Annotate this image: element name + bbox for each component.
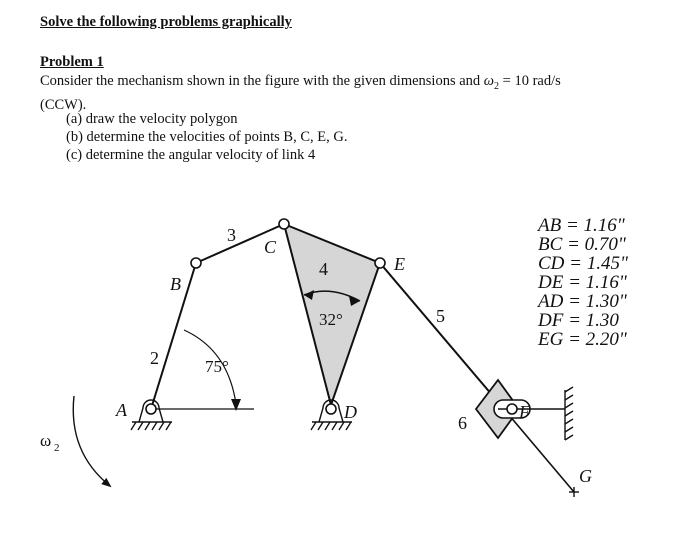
statement-value: = 10 rad/s [499,73,561,89]
label-c: C [264,237,277,257]
label-angle-32: 32° [319,310,343,329]
part-a: (a) draw the velocity polygon [66,111,238,127]
dim-df: DF = 1.30 [538,310,619,331]
label-link-2: 2 [150,348,159,368]
label-g: G [579,466,592,486]
page-title: Solve the following problems graphically [40,14,292,30]
label-e: E [394,254,405,274]
label-omega-sub: 2 [54,442,60,454]
label-link-5: 5 [436,306,445,326]
dim-de: DE = 1.16" [538,272,627,293]
pin-c [279,219,289,229]
omega-arc-arrow [73,396,110,486]
label-link-3: 3 [227,225,236,245]
label-link-4: 4 [319,259,328,279]
dim-eg: EG = 2.20" [538,329,627,350]
statement-line2: (CCW). [40,96,87,113]
label-a: A [116,400,127,420]
pin-b [191,258,201,268]
dim-cd: CD = 1.45" [538,253,628,274]
part-b: (b) determine the velocities of points B, C, E, G. [66,129,348,145]
label-b: B [170,274,181,294]
statement-text: Consider the mechanism shown in the figure with the given dimensions and [40,73,484,89]
pin-f [507,404,517,414]
label-angle-75: 75° [205,357,229,376]
pin-e [375,258,385,268]
omega-symbol: ω [483,73,495,89]
label-link-6: 6 [458,413,467,433]
pin-d [326,404,336,414]
dim-ab: AB = 1.16" [538,215,625,236]
label-omega: ω [40,431,52,450]
pin-a [146,404,156,414]
dimension-list [538,216,628,349]
label-d: D [344,402,357,422]
omega-subscript: 2 [494,80,500,92]
label-f: F [519,402,530,422]
part-c: (c) determine the angular velocity of link 4 [66,147,316,163]
problem-heading: Problem 1 [40,54,104,70]
dim-bc: BC = 0.70" [538,234,626,255]
dim-ad: AD = 1.30" [538,291,627,312]
link-5 [380,263,498,402]
